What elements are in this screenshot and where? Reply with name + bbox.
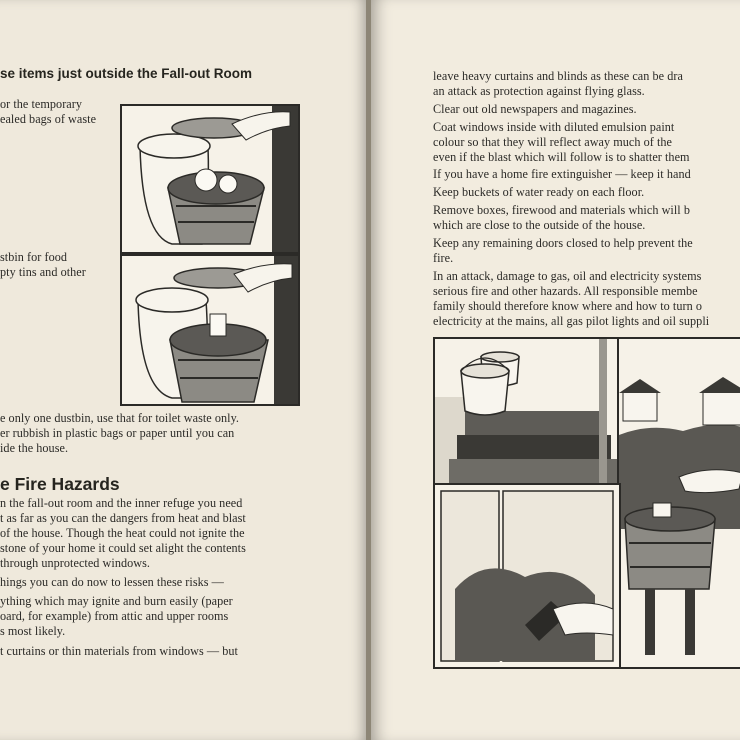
paragraph-curtains: t curtains or thin materials from windows — but xyxy=(0,644,238,658)
text-line: fire. xyxy=(433,250,454,265)
heading-fire-hazards: e Fire Hazards xyxy=(0,474,120,494)
illustration-water-buckets xyxy=(433,337,621,487)
illustration-tins-dustbin xyxy=(120,254,300,406)
right-page xyxy=(371,0,740,740)
text-line: family should therefore know where and how to turn o xyxy=(433,298,702,313)
paragraph-dustbin-food: stbin for food pty tins and other xyxy=(0,250,86,279)
text-line: Remove boxes, firewood and materials which will b xyxy=(433,203,690,218)
illustration-sealed-bags-dustbin xyxy=(120,104,300,254)
text-line: If you have a home fire extinguisher — keep it hand xyxy=(433,167,691,182)
paragraph-lessen-risks: hings you can do now to lessen these risks — xyxy=(0,575,224,589)
text-line: which are close to the outside of the house. xyxy=(433,218,646,233)
right-text-block xyxy=(433,69,709,329)
paragraph-temporary-bags: or the temporary ealed bags of waste xyxy=(0,97,97,126)
text-line: even if the blast which will follow is to shatter them xyxy=(433,149,690,164)
text-line: In an attack, damage to gas, oil and electricity systems xyxy=(433,268,702,283)
text-line: Keep any remaining doors closed to help prevent the xyxy=(433,236,693,251)
illustration-houses-burning-rubbish xyxy=(617,337,740,669)
text-line: leave heavy curtains and blinds as these can be dra xyxy=(433,69,683,83)
paragraph-fallout-room-dangers: n the fall-out room and the inner refuge you need t as far as you can the dangers from heat and blast of the house. Though the heat could not ignite the stone of your home it could set alight the contents through unprotected windows. xyxy=(0,496,246,570)
left-page xyxy=(0,0,368,740)
heading-items-outside-fallout-room: se items just outside the Fall-out Room xyxy=(0,66,253,81)
text-line: an attack as protection against flying glass. xyxy=(433,83,645,98)
text-line: Coat windows inside with diluted emulsion paint xyxy=(433,119,675,134)
text-line: serious fire and other hazards. All responsible membe xyxy=(433,283,698,298)
text-line: Keep buckets of water ready on each floor. xyxy=(433,185,645,200)
text-line: Clear out old newspapers and magazines. xyxy=(433,101,637,116)
text-line: electricity at the mains, all gas pilot lights and oil suppli xyxy=(433,313,710,328)
paragraph-one-dustbin: e only one dustbin, use that for toilet waste only. er rubbish in plastic bags or paper until you can ide the house. xyxy=(0,411,240,455)
paragraph-ignite-burn: ything which may ignite and burn easily (paper oard, for example) from attic and upper rooms s most likely. xyxy=(0,594,233,638)
illustration-painting-window xyxy=(433,483,621,669)
text-line: colour so that they will reflect away much of the xyxy=(433,134,673,149)
